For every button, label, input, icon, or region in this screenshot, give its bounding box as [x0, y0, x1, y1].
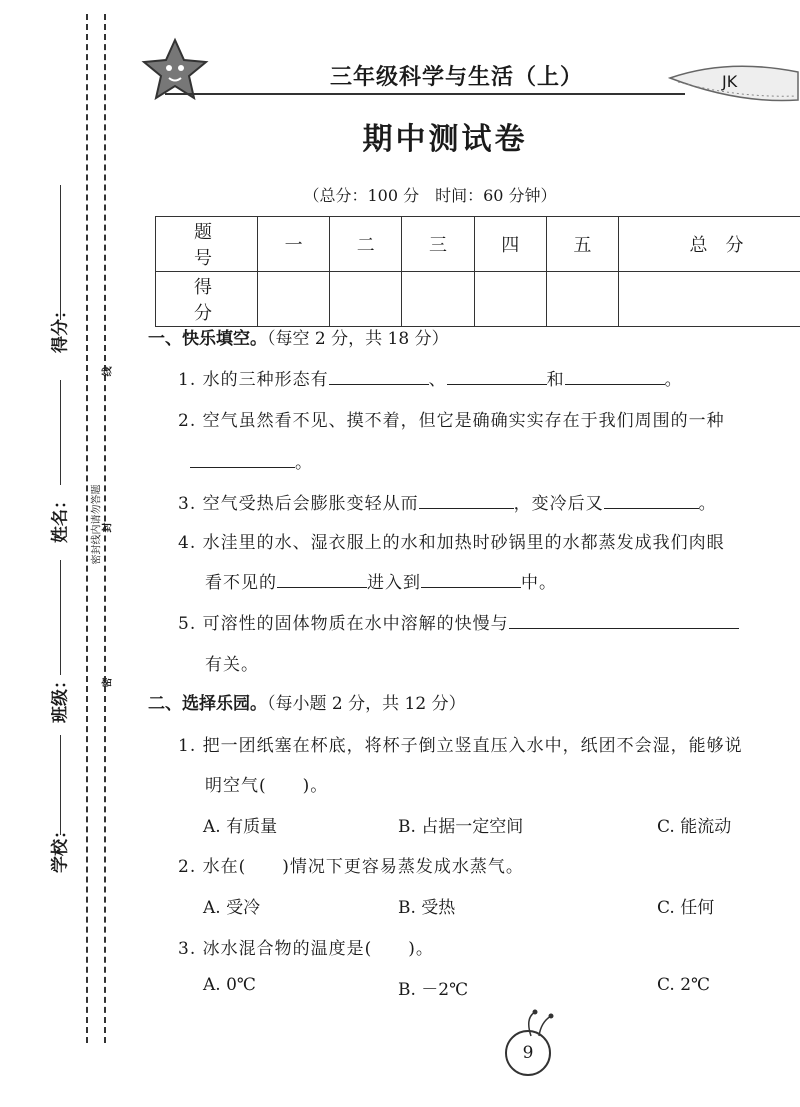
question-text: 。 [664, 370, 683, 390]
score-table [155, 216, 800, 327]
answer-blank[interactable] [447, 366, 547, 385]
answer-blank[interactable] [421, 569, 521, 588]
question-text: 看不见的 [205, 573, 277, 593]
answer-blank[interactable] [604, 490, 699, 509]
table-header-cell: 总 分 [619, 217, 800, 272]
answer-blank[interactable] [277, 569, 367, 588]
section-1-title: 一、快乐填空。 [148, 329, 267, 349]
question-1-4-cont [205, 568, 557, 593]
header-rule [165, 93, 685, 95]
table-header-cell: 一 [258, 217, 330, 272]
answer-blank[interactable] [509, 610, 739, 629]
section-2-note: （每小题 2 分，共 12 分） [267, 694, 466, 714]
field-school-label: 学校： [50, 822, 71, 873]
option-b[interactable]: B. 占据一定空间 [398, 817, 524, 837]
score-cell[interactable] [619, 272, 800, 327]
answer-blank[interactable] [565, 366, 665, 385]
exam-meta: （总分：100 分 时间：60 分钟） [303, 186, 557, 205]
question-text: 。 [698, 494, 717, 514]
table-row [156, 272, 800, 327]
option-a[interactable]: A. 受冷 [203, 898, 261, 918]
question-text: 。 [295, 453, 312, 473]
series-title: 三年级科学与生活（上） [330, 65, 584, 90]
page-title: 期中测试卷 [362, 122, 528, 157]
field-score-label: 得分： [50, 302, 71, 353]
answer-blank[interactable] [190, 449, 295, 468]
question-1-5-cont: 有关。 [205, 655, 259, 675]
option-a[interactable]: A. 0℃ [203, 975, 256, 995]
question-2-1-cont: 明空气( )。 [205, 776, 329, 796]
option-a[interactable]: A. 有质量 [203, 817, 278, 837]
option-c[interactable]: C. 2℃ [657, 975, 711, 995]
page-number: 9 [505, 1030, 551, 1076]
table-header-cell: 三 [402, 217, 474, 272]
question-text: 和 [546, 370, 565, 390]
score-cell[interactable] [402, 272, 474, 327]
option-c[interactable]: C. 能流动 [657, 817, 732, 837]
score-cell[interactable] [258, 272, 330, 327]
answer-blank[interactable] [329, 366, 429, 385]
section-2-heading [148, 689, 466, 714]
question-text: 2. 空气虽然看不见、摸不着，但它是确确实实存在于我们周围的一种 [178, 411, 725, 431]
table-header-cell: 四 [474, 217, 546, 272]
question-text: 进入到 [367, 573, 421, 593]
seal-char-secret: 密 [102, 677, 114, 688]
table-row [156, 217, 800, 272]
table-header-cell: 二 [330, 217, 402, 272]
score-cell[interactable] [546, 272, 618, 327]
field-name-label: 姓名： [50, 492, 71, 543]
field-class-label: 班级： [50, 672, 71, 723]
question-1-4 [178, 528, 725, 553]
question-1-5 [178, 609, 739, 634]
question-text: 1. 水的三种形态有 [178, 370, 329, 390]
question-text: 、 [428, 370, 447, 390]
question-2-2: 2. 水在( )情况下更容易蒸发成水蒸气。 [178, 857, 524, 877]
table-header-cell: 题 号 [156, 217, 258, 272]
question-2-3: 3. 冰水混合物的温度是( )。 [178, 939, 434, 959]
seal-char-line: 线 [102, 366, 114, 377]
score-cell[interactable] [330, 272, 402, 327]
question-text: 4. 水洼里的水、湿衣服上的水和加热时砂锅里的水都蒸发成我们肉眼 [178, 533, 725, 553]
question-1-2-answer [190, 448, 312, 473]
question-1-2 [178, 406, 725, 431]
question-1-1 [178, 365, 683, 390]
question-2-1: 1. 把一团纸塞在杯底，将杯子倒立竖直压入水中，纸团不会湿，能够说 [178, 736, 743, 756]
section-1-heading [148, 324, 449, 349]
class-line [60, 560, 61, 675]
edition-badge: JK [722, 72, 738, 91]
table-header-cell: 五 [546, 217, 618, 272]
option-b[interactable]: B. －2℃ [398, 980, 469, 1000]
option-b[interactable]: B. 受热 [398, 898, 456, 918]
section-2-title: 二、选择乐园。 [148, 694, 267, 714]
answer-blank[interactable] [419, 490, 514, 509]
question-text: 中。 [521, 573, 557, 593]
question-text: 3. 空气受热后会膨胀变轻从而 [178, 494, 419, 514]
question-text: 5. 可溶性的固体物质在水中溶解的快慢与 [178, 614, 509, 634]
seal-char-seal: 封 [102, 522, 114, 533]
question-text: ，变冷后又 [513, 494, 604, 514]
seal-note: 密封线内请勿答题 [91, 484, 103, 565]
score-cell[interactable] [474, 272, 546, 327]
name-line [60, 380, 61, 485]
option-c[interactable]: C. 任何 [657, 898, 715, 918]
table-row-label: 得 分 [156, 272, 258, 327]
question-1-3 [178, 489, 717, 514]
section-1-note: （每空 2 分，共 18 分） [267, 329, 449, 349]
